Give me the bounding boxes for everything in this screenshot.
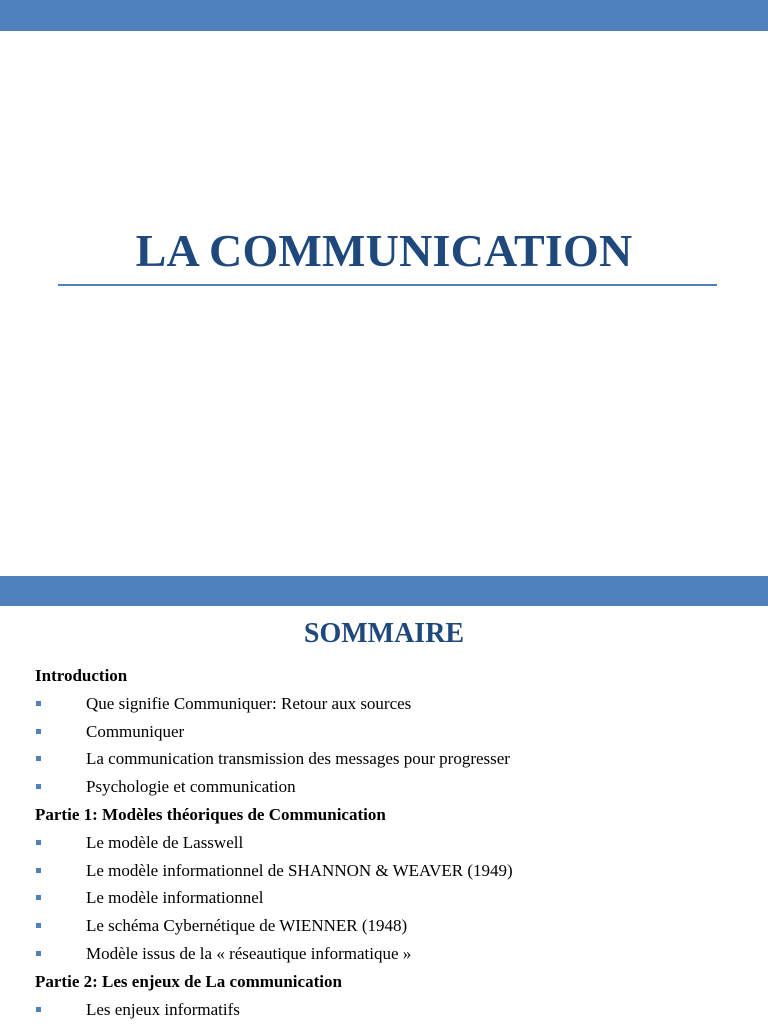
toc-section-heading [35,801,735,829]
toc-section-heading [35,968,735,996]
toc-list-item [35,745,735,773]
square-bullet-icon [36,784,41,789]
toc-line-text: Les enjeux informatifs [86,999,240,1019]
section-accent-bar [0,576,768,606]
top-accent-bar [0,0,768,31]
square-bullet-icon [36,729,41,734]
sommaire-heading: SOMMAIRE [303,618,465,649]
page-title: LA COMMUNICATION [135,225,633,276]
square-bullet-icon [36,951,41,956]
toc-list-item [35,829,735,857]
toc-line-text: Le modèle informationnel de SHANNON & WEAVER (1949) [86,860,513,880]
toc-line-text: Que signifie Communiquer: Retour aux sources [86,693,412,713]
toc-line-text: Partie 2: Les enjeux de La communication [35,971,342,991]
toc-list-item [35,718,735,746]
square-bullet-icon [36,1007,41,1012]
toc-line-text: Le schéma Cybernétique de WIENNER (1948) [86,916,408,936]
toc-list-item [35,996,735,1024]
square-bullet-icon [36,701,41,706]
toc-list-item [35,857,735,885]
toc-line-text: Modèle issus de la « réseautique informatique » [86,943,412,963]
square-bullet-icon [36,868,41,873]
toc-line-text: Introduction [35,666,128,685]
toc-line-text: Communiquer [86,721,185,741]
square-bullet-icon [36,923,41,928]
toc-line-text: La communication transmission des messages pour progresser [86,749,510,769]
toc-line-text: Partie 1: Modèles théoriques de Communication [35,804,386,824]
square-bullet-icon [36,756,41,761]
title-underline-divider [58,284,717,286]
toc-list-item [35,690,735,718]
toc-list-item [35,912,735,940]
toc-line-text: Psychologie et communication [86,777,296,797]
square-bullet-icon [36,895,41,900]
toc-line-text: Le modèle informationnel [86,888,264,908]
square-bullet-icon [36,840,41,845]
toc-list-item [35,940,735,968]
toc-section-heading [35,662,735,690]
toc-list-item [35,773,735,801]
toc-line-text: Le modèle de Lasswell [86,832,244,852]
table-of-contents [35,662,735,1023]
toc-list-item [35,884,735,912]
